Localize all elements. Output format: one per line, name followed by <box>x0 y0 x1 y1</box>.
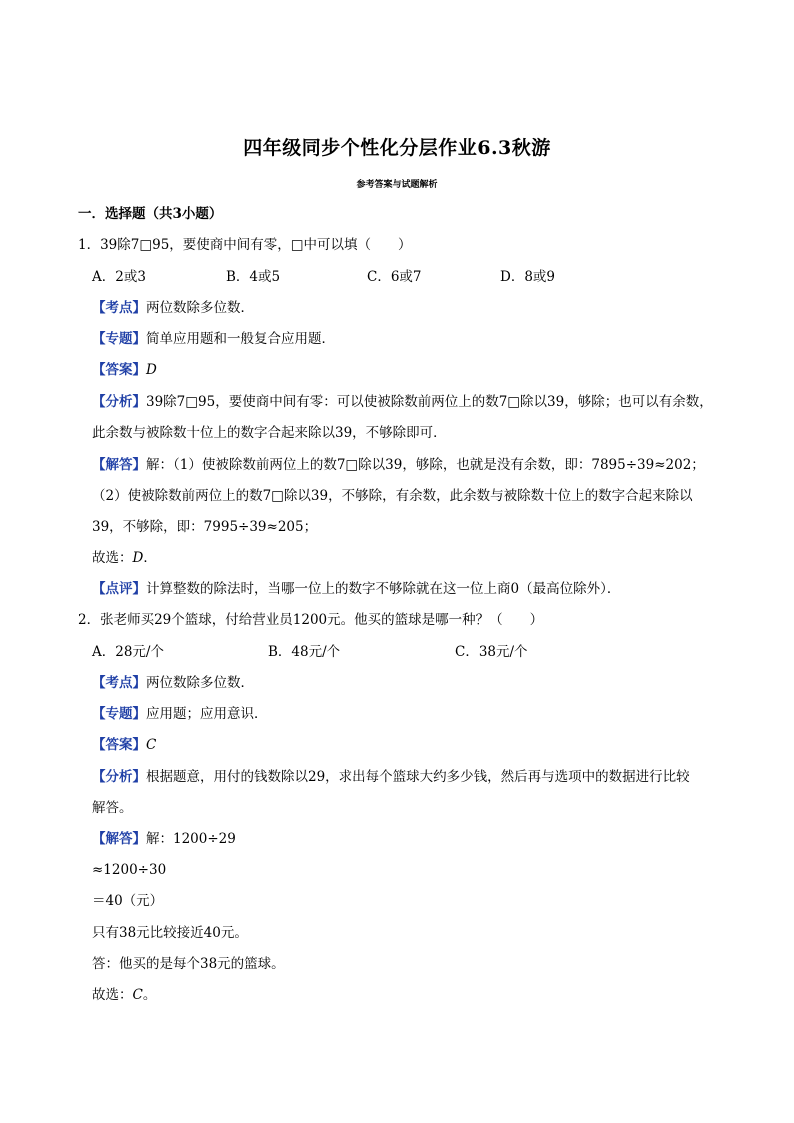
q2-jieda-line1 <box>92 830 236 848</box>
page-title: 四年级同步个性化分层作业6.3秋游 <box>243 137 551 159</box>
q2-fenxi-line2: 解答。 <box>92 800 133 816</box>
choice-prefix: 故选： <box>92 987 133 1003</box>
q2-option-c: C．38元/个 <box>455 644 528 660</box>
zhuanti-tag: 【专题】 <box>92 706 146 722</box>
q2-stem: 2．张老师买29个篮球，付给营业员1200元。他买的篮球是哪一种？（ ） <box>78 612 544 628</box>
page-subtitle: 参考答案与试题解析 <box>356 180 438 190</box>
q1-answer <box>92 361 157 379</box>
answer-tag: 【答案】 <box>92 362 146 378</box>
q1-option-a: A．2或3 <box>92 269 146 285</box>
answer-letter: D <box>146 362 157 378</box>
q1-fenxi-line1 <box>92 393 713 411</box>
choice-letter: D <box>132 550 144 566</box>
jieda-text: 解：（1）使被除数前两位上的数7□除以39，够除，也就是没有余数，即：7895÷39≈202； <box>146 457 705 473</box>
q1-kaodian <box>92 299 254 317</box>
kaodian-tag: 【考点】 <box>92 675 146 691</box>
q1-fenxi-line2: 此余数与被除数十位上的数字合起来除以39，不够除即可． <box>92 425 447 441</box>
fenxi-tag: 【分析】 <box>92 394 146 410</box>
zhuanti-text: 简单应用题和一般复合应用题． <box>146 331 335 347</box>
q2-zhuanti <box>92 705 268 723</box>
choice-prefix: 故选： <box>92 550 133 566</box>
choice-suffix: 。 <box>142 987 157 1003</box>
q1-jieda-line3: 39，不够除，即：7995÷39≈205； <box>92 519 318 535</box>
kaodian-text: 两位数除多位数． <box>146 675 254 691</box>
q1-option-b: B．4或5 <box>226 269 281 285</box>
q2-option-b: B．48元/个 <box>268 644 341 660</box>
q1-dianping <box>92 580 620 598</box>
kaodian-tag: 【考点】 <box>92 300 146 316</box>
answer-tag: 【答案】 <box>92 737 146 753</box>
fenxi-tag: 【分析】 <box>92 769 146 785</box>
q2-jieda-line4: 只有38元比较接近40元。 <box>92 925 248 941</box>
zhuanti-tag: 【专题】 <box>92 331 146 347</box>
q1-jieda-line4 <box>92 549 157 567</box>
q2-fenxi-line1 <box>92 768 690 786</box>
fenxi-text: 39除7□95，要使商中间有零：可以使被除数前两位上的数7□除以39，够除；也可以有余数， <box>146 394 713 410</box>
choice-suffix: ． <box>143 550 157 566</box>
dianping-tag: 【点评】 <box>92 581 146 597</box>
q1-stem: 1．39除7□95，要使商中间有零，□中可以填（ ） <box>78 237 412 253</box>
q2-kaodian <box>92 674 254 692</box>
q1-zhuanti <box>92 330 335 348</box>
q2-answer <box>92 736 156 754</box>
q2-jieda-line2: ≈1200÷30 <box>92 862 167 878</box>
section-heading: 一．选择题（共3小题） <box>78 206 223 222</box>
jieda-tag: 【解答】 <box>92 457 146 473</box>
q1-option-c: C．6或7 <box>367 269 422 285</box>
jieda-tag: 【解答】 <box>92 831 146 847</box>
zhuanti-text: 应用题；应用意识． <box>146 706 268 722</box>
q2-jieda-line6 <box>92 986 156 1004</box>
dianping-text: 计算整数的除法时，当哪一位上的数字不够除就在这一位上商0（最高位除外）． <box>146 581 621 597</box>
q2-jieda-line5: 答：他买的是每个38元的篮球。 <box>92 956 285 972</box>
q1-option-d: D．8或9 <box>500 269 556 285</box>
q2-jieda-line3: ＝40（元） <box>92 893 164 909</box>
choice-letter: C <box>132 987 143 1003</box>
kaodian-text: 两位数除多位数． <box>146 300 254 316</box>
q2-option-a: A．28元/个 <box>92 644 164 660</box>
jieda-text: 解：1200÷29 <box>146 831 236 847</box>
fenxi-text: 根据题意，用付的钱数除以29，求出每个篮球大约多少钱，然后再与选项中的数据进行比较 <box>146 769 690 785</box>
answer-letter: C <box>146 737 157 753</box>
q1-jieda-line2: （2）使被除数前两位上的数7□除以39，不够除，有余数，此余数与被除数十位上的数字合起来除以 <box>92 488 693 504</box>
q1-jieda-line1 <box>92 456 705 474</box>
